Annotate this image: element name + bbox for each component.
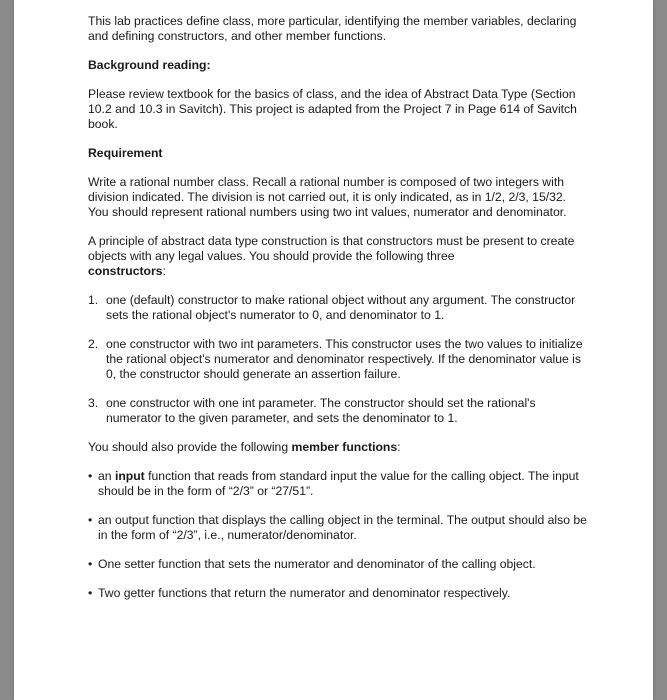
bullet-icon: • <box>88 557 93 571</box>
requirement-paragraph: Write a rational number class. Recall a rational number is composed of two integers with division indicated. The division is not carried out, it is only indicated, as in 1/2, 2/3, 15/32. You should represent rational numbers using two int values, numerator and denominator. <box>88 175 567 219</box>
list-item <box>88 293 588 323</box>
constructors-label: constructors <box>88 264 163 278</box>
member-functions-label: member functions <box>291 440 398 454</box>
item-text-post: function that reads from standard input the value for the calling object. The input should be in the form of “2/3” or “27/51”. <box>98 469 579 498</box>
principle-paragraph <box>88 234 588 279</box>
background-heading: Background reading: <box>88 58 211 72</box>
item-text: Two getter functions that return the numerator and denominator respectively. <box>98 586 511 600</box>
item-text: one (default) constructor to make rational object without any argument. The constructor sets the rational object's numerator to 0, and denominator to 1. <box>106 293 576 322</box>
item-text: One setter function that sets the numerator and denominator of the calling object. <box>98 557 536 571</box>
principle-text: A principle of abstract data type construction is that constructors must be present to create objects with any legal values. You should provide the following three <box>88 234 575 263</box>
constructors-list <box>88 293 588 426</box>
member-functions-intro <box>88 440 588 455</box>
item-text: one constructor with two int parameters. This constructor uses the two values to initialize the rational object's numerator and denominator respectively. If the denominator value is 0, the constructor should generate an assertion failure. <box>106 337 583 381</box>
list-item <box>88 586 588 601</box>
item-text-pre: an <box>98 469 112 483</box>
list-item <box>88 513 588 543</box>
item-number: 2. <box>88 337 99 351</box>
item-number: 3. <box>88 396 99 410</box>
principle-end: : <box>162 264 166 278</box>
list-item <box>88 557 588 572</box>
bullet-icon: • <box>88 469 93 483</box>
item-text: an output function that displays the calling object in the terminal. The output should also be in the form of “2/3”, i.e., numerator/denominator. <box>98 513 587 542</box>
item-text: one constructor with one int parameter. The constructor should set the rational's numerator to the given parameter, and sets the denominator to 1. <box>106 396 536 425</box>
functions-list <box>88 469 588 601</box>
member-intro-end: : <box>397 440 401 454</box>
document-page <box>14 0 653 700</box>
requirement-heading: Requirement <box>88 146 163 160</box>
bullet-icon: • <box>88 586 93 600</box>
list-item <box>88 396 588 426</box>
list-item <box>88 337 588 382</box>
member-intro-text: You should also provide the following <box>88 440 289 454</box>
item-number: 1. <box>88 293 99 307</box>
document-content <box>88 14 588 615</box>
background-paragraph: Please review textbook for the basics of class, and the idea of Abstract Data Type (Section 10.2 and 10.3 in Savitch). This project is adapted from the Project 7 in Page 614 of Savitch book. <box>88 87 577 131</box>
input-label: input <box>114 469 145 483</box>
list-item <box>88 469 588 499</box>
bullet-icon: • <box>88 513 93 527</box>
intro-paragraph: This lab practices define class, more particular, identifying the member variables, declaring and defining constructors, and other member functions. <box>88 14 577 43</box>
